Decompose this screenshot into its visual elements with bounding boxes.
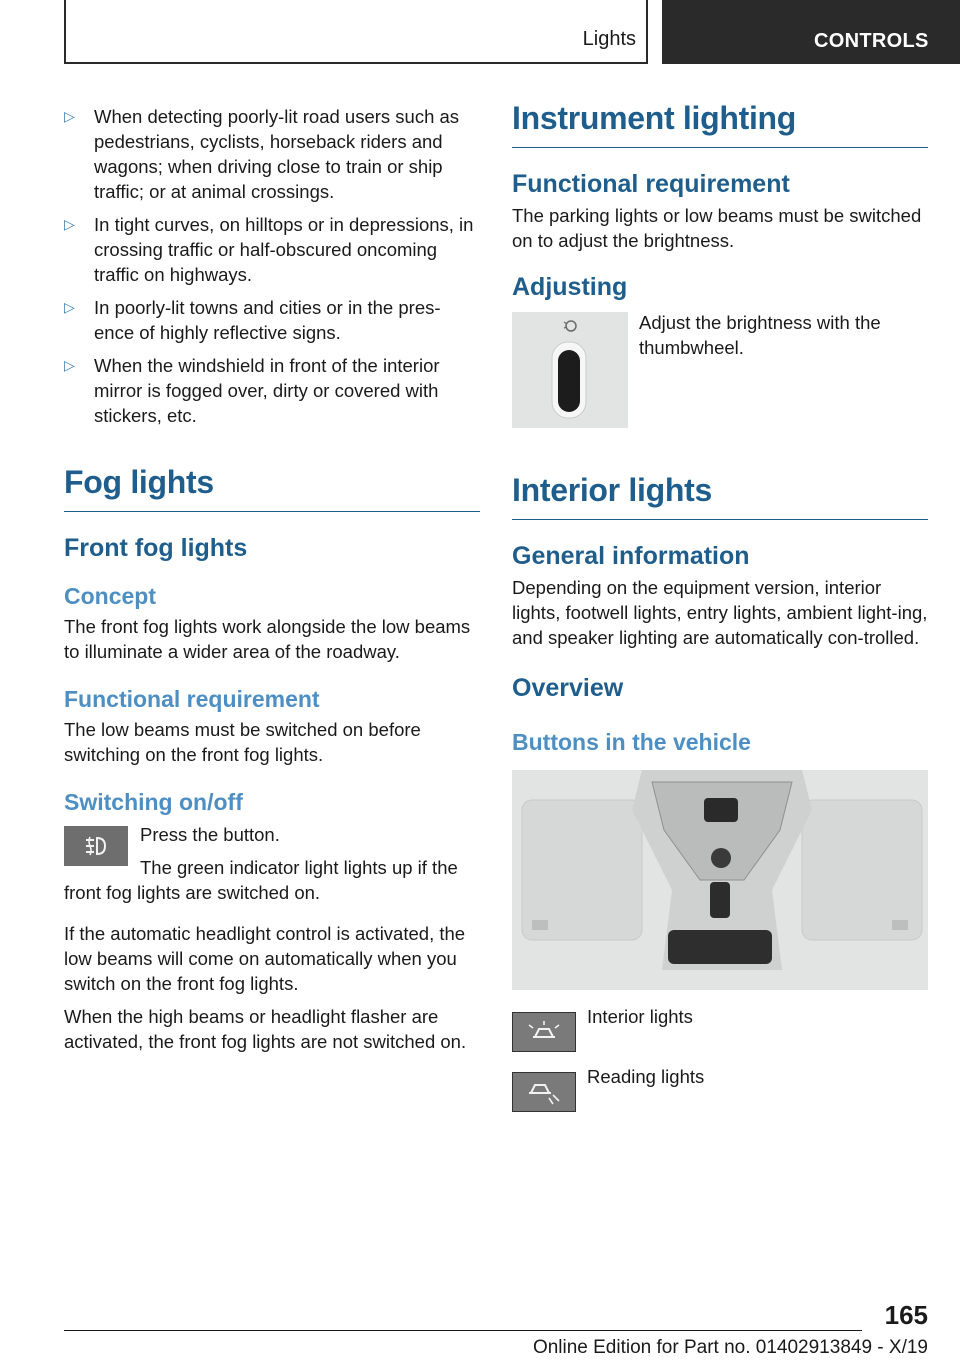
left-column xyxy=(64,100,480,1054)
roof-console-image xyxy=(512,770,928,990)
reading-lights-button-image xyxy=(512,1072,576,1112)
adjusting-heading: Adjusting xyxy=(512,273,628,301)
instrument-lighting-heading: Instrument lighting xyxy=(512,100,928,148)
adjust-block xyxy=(512,312,928,428)
header-chapter: CONTROLS xyxy=(662,0,960,64)
func-req-heading: Functional requirement xyxy=(64,686,320,712)
interior-lights-heading: Interior lights xyxy=(512,472,928,520)
interior-lights-label: Interior lights xyxy=(587,1006,693,1027)
concept-heading: Concept xyxy=(64,583,156,609)
right-column xyxy=(512,100,928,1110)
func-req-heading-right: Functional requirement xyxy=(512,170,790,198)
switch-heading: Switching on/off xyxy=(64,789,243,815)
bullet-list xyxy=(64,104,480,428)
header-section: Lights xyxy=(582,28,636,50)
switch-press-text: Press the button. xyxy=(140,824,280,845)
reading-lights-row xyxy=(512,1068,928,1110)
triangle-icon: ▷ xyxy=(64,108,75,124)
triangle-icon: ▷ xyxy=(64,357,75,373)
adjust-text: Adjust the brightness with the thumbwheel. xyxy=(639,312,881,358)
high-beam-text: When the high beams or headlight flasher are activated, the front fog lights are not switched on. xyxy=(64,1006,467,1052)
reading-light-icon xyxy=(513,1073,575,1111)
overview-heading: Overview xyxy=(512,674,624,702)
buttons-in-vehicle-heading: Buttons in the vehicle xyxy=(512,729,751,755)
triangle-icon: ▷ xyxy=(64,216,75,232)
switch-indicator-text: The green indicator light lights up if the front fog lights are switched on. xyxy=(64,857,458,903)
roof-console-icon xyxy=(512,770,928,990)
fog-light-icon xyxy=(64,826,128,866)
interior-lights-row xyxy=(512,1008,928,1050)
func-req-text-right: The parking lights or low beams must be switched on to adjust the brightness. xyxy=(512,205,922,251)
func-req-text: The low beams must be switched on before switching on the front fog lights. xyxy=(64,719,421,765)
list-item: ▷ When the windshield in front of the interior mirror is fogged over, dirty or covered with stickers, etc. xyxy=(64,355,440,426)
list-item: ▷ When detecting poorly-lit road users such as pedestrians, cyclists, horseback riders and wagons; when driving close to train or ship traffic; or at animal crossings. xyxy=(64,106,460,202)
interior-lights-button-image xyxy=(512,1012,576,1052)
thumbwheel-icon xyxy=(512,312,628,428)
switch-block xyxy=(64,822,480,905)
footer-divider xyxy=(64,1330,862,1331)
thumbwheel-image xyxy=(512,312,628,428)
list-item: ▷ In tight curves, on hilltops or in depressions, in crossing traffic or half-obscured oncoming traffic on highways. xyxy=(64,214,474,285)
edition-footer: Online Edition for Part no. 01402913849 - X/19 xyxy=(532,1337,928,1358)
fog-light-button-image xyxy=(64,826,128,866)
interior-light-icon xyxy=(513,1013,575,1051)
page-number: 165 xyxy=(884,1300,928,1330)
list-item: ▷ In poorly-lit towns and cities or in the pres-ence of highly reflective signs. xyxy=(64,297,441,343)
front-fog-heading: Front fog lights xyxy=(64,534,248,562)
auto-headlight-text: If the automatic headlight control is activated, the low beams will come on automatically when you switch on the front fog lights. xyxy=(64,923,466,994)
concept-text: The front fog lights work alongside the low beams to illuminate a wider area of the roadway. xyxy=(64,616,471,662)
general-info-text: Depending on the equipment version, interior lights, footwell lights, entry lights, ambient light-ing, and speaker lighting are automatically con-trolled. xyxy=(512,577,928,648)
fog-lights-heading: Fog lights xyxy=(64,464,480,512)
general-info-heading: General information xyxy=(512,542,750,570)
triangle-icon: ▷ xyxy=(64,299,75,315)
reading-lights-label: Reading lights xyxy=(587,1066,705,1087)
